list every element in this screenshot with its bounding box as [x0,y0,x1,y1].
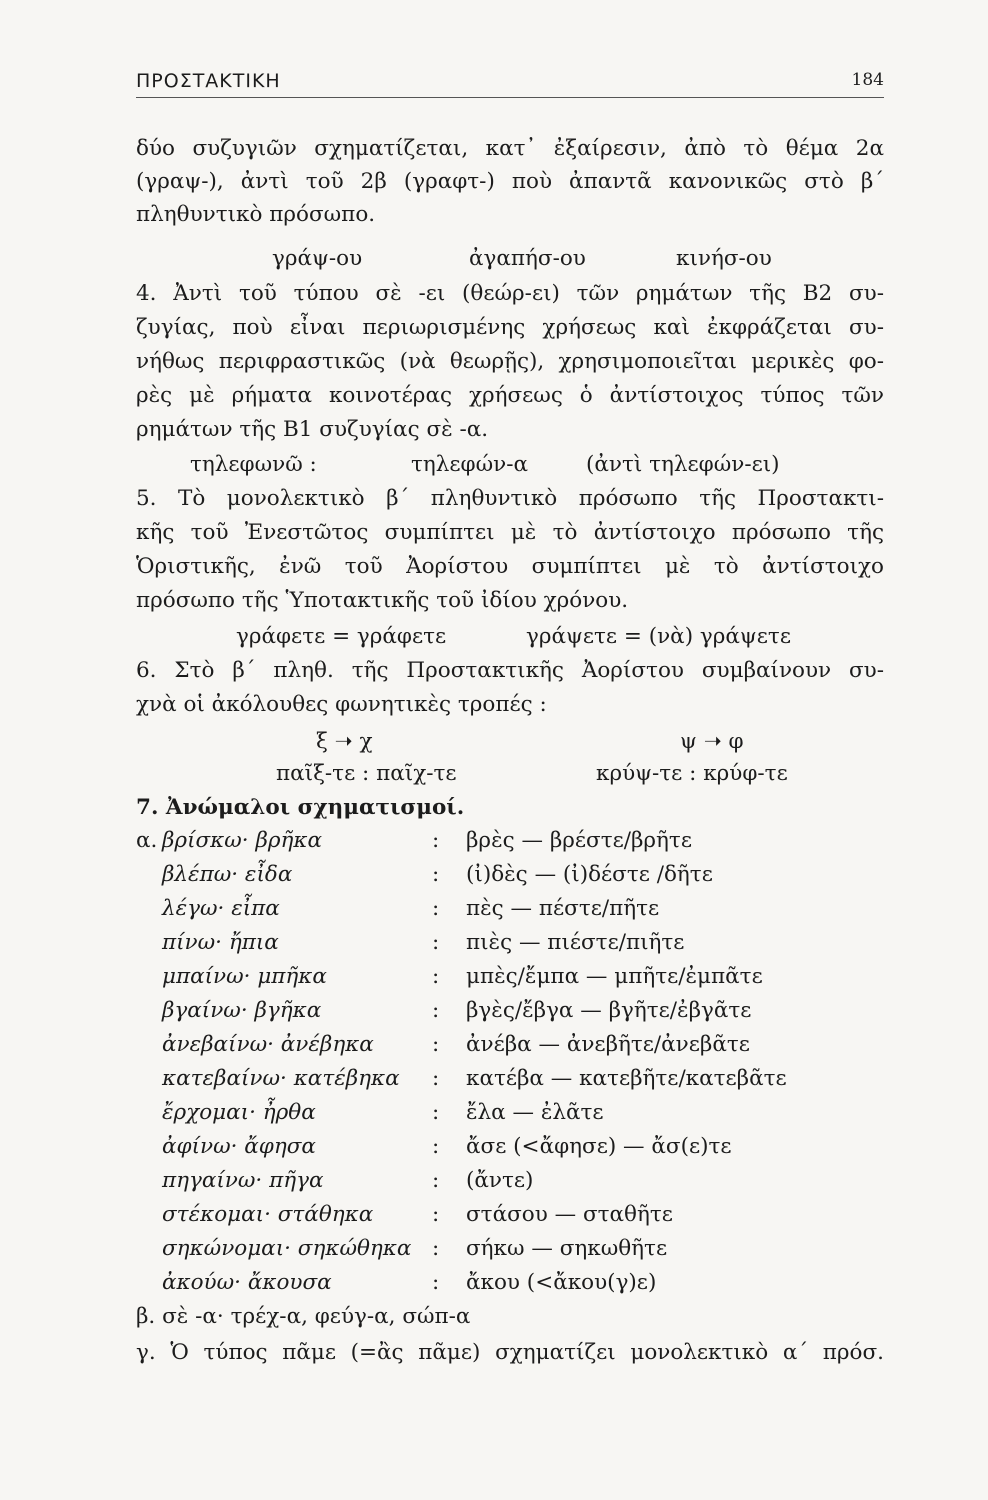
imperative-forms: μπὲς/ἔμπα — μπῆτε/ἐμπᾶτε [466,964,763,989]
colon-separator: : [432,896,440,921]
table-row [136,1098,884,1128]
paragraph-line: χνὰ οἱ ἀκόλουθες φωνητικὲς τροπές : [136,692,547,717]
paragraph-line: πρόσωπο τῆς Ὑποτακτικῆς τοῦ ἰδίου χρόνου. [136,588,629,613]
paragraph-line: ζυγίας, ποὺ εἶναι περιωρισμένης χρήσεως καὶ ἐκφράζεται συ- [136,315,884,340]
example-row [136,622,884,652]
colon-separator: : [432,828,440,853]
paragraph-line: β. σὲ -α· τρέχ-α, φεύγ-α, σώπ-α [136,1304,471,1329]
imperative-forms: βρὲς — βρέστε/βρῆτε [466,828,692,853]
imperative-forms: (ἄντε) [466,1168,534,1193]
section-heading: 7. Ἀνώμαλοι σχηματισμοί. [136,795,465,820]
sound-change-examples [136,759,884,789]
example-form: κρύψ-τε : κρύφ-τε [596,761,788,786]
table-row [136,1268,884,1298]
imperative-forms: (ἰ)δὲς — (ἰ)δέστε /δῆτε [466,862,713,887]
paragraph-line: 4. Ἀντὶ τοῦ τύπου σὲ -ει (θεώρ-ει) τῶν ρημάτων τῆς Β2 συ- [136,281,884,306]
table-row [136,860,884,890]
verb-forms: στέκομαι· στάθηκα [162,1202,374,1227]
verb-forms: ἔρχομαι· ἦρθα [162,1100,316,1125]
table-row [136,1064,884,1094]
table-row [136,996,884,1026]
colon-separator: : [432,1100,440,1125]
table-row [136,1132,884,1162]
verb-forms: μπαίνω· μπῆκα [162,964,327,989]
example-row [136,244,884,274]
example-form: ἀγαπήσ-ου [469,246,586,271]
colon-separator: : [432,862,440,887]
paragraph-line: νήθως περιφραστικῶς (νὰ θεωρῇς), χρησιμοποιεῖται μερικὲς φο- [136,349,884,374]
verb-forms: ἀκούω· ἄκουσα [162,1270,332,1295]
paragraph-line: πληθυντικὸ πρόσωπο. [136,202,376,227]
colon-separator: : [432,1168,440,1193]
sound-change: ψ ➝ φ [680,729,744,754]
example-form: (ἀντὶ τηλεφών-ει) [586,452,780,477]
imperative-forms: ἄκου (<ἄκου(γ)ε) [466,1270,657,1295]
paragraph-line: ρημάτων τῆς Β1 συζυγίας σὲ -α. [136,417,489,442]
colon-separator: : [432,1032,440,1057]
verb-forms: πηγαίνω· πῆγα [162,1168,324,1193]
paragraph-line: ρὲς μὲ ρήματα κοινοτέρας χρήσεως ὁ ἀντίστοιχος τύπος τῶν [136,383,884,408]
paragraph-line: γ. Ὁ τύπος πᾶμε (=ἂς πᾶμε) σχηματίζει μονολεκτικὸ α΄ πρόσ. [136,1340,884,1365]
table-row [136,962,884,992]
table-row [136,826,884,856]
verb-forms: λέγω· εἶπα [162,896,280,921]
sound-change: ξ ➝ χ [316,729,373,754]
colon-separator: : [432,1202,440,1227]
verb-forms: βγαίνω· βγῆκα [162,998,322,1023]
imperative-forms: στάσου — σταθῆτε [466,1202,673,1227]
verb-forms: βρίσκω· βρῆκα [162,828,323,853]
paragraph-line: 6. Στὸ β΄ πληθ. τῆς Προστακτικῆς Ἀορίστου συμβαίνουν συ- [136,658,884,683]
verb-forms: κατεβαίνω· κατέβηκα [162,1066,400,1091]
verb-forms: ἀφίνω· ἄφησα [162,1134,316,1159]
imperative-forms: κατέβα — κατεβῆτε/κατεβᾶτε [466,1066,787,1091]
imperative-forms: πιὲς — πιέστε/πιῆτε [466,930,685,955]
colon-separator: : [432,930,440,955]
example-form: γράψ-ου [272,246,363,271]
page-number: 184 [851,70,884,90]
imperative-forms: πὲς — πέστε/πῆτε [466,896,660,921]
paragraph-line: (γραψ-), ἀντὶ τοῦ 2β (γραφτ-) ποὺ ἀπαντᾶ κανονικῶς στὸ β΄ [136,169,884,194]
verb-forms: βλέπω· εἶδα [162,862,293,887]
table-row [136,928,884,958]
example-form: τηλεφών-α [411,452,528,477]
table-row [136,1234,884,1264]
example-form: τηλεφωνῶ : [190,452,317,477]
paragraph-line: κῆς τοῦ Ἐνεστῶτος συμπίπτει μὲ τὸ ἀντίστοιχο πρόσωπο τῆς [136,520,884,545]
sound-change-row [136,727,884,757]
example-form: γράψετε = (νὰ) γράψετε [526,624,791,649]
colon-separator: : [432,964,440,989]
table-row [136,1030,884,1060]
example-form: γράφετε = γράφετε [236,624,447,649]
paragraph-line: 5. Τὸ μονολεκτικὸ β΄ πληθυντικὸ πρόσωπο τῆς Προστακτι- [136,486,884,511]
table-row [136,1200,884,1230]
example-form: παῖξ-τε : παῖχ-τε [276,761,457,786]
paragraph-line: Ὁριστικῆς, ἐνῶ τοῦ Ἀορίστου συμπίπτει μὲ τὸ ἀντίστοιχο [136,554,884,579]
imperative-forms: ἀνέβα — ἀνεβῆτε/ἀνεβᾶτε [466,1032,750,1057]
colon-separator: : [432,1236,440,1261]
verb-forms: πίνω· ἤπια [162,930,279,955]
colon-separator: : [432,1134,440,1159]
row-label: α. [136,828,158,853]
verb-forms: σηκώνομαι· σηκώθηκα [162,1236,412,1261]
colon-separator: : [432,998,440,1023]
colon-separator: : [432,1270,440,1295]
imperative-forms: ἔλα — ἐλᾶτε [466,1100,604,1125]
imperative-forms: ἄσε (<ἄφησε) — ἄσ(ε)τε [466,1134,732,1159]
header-rule [136,97,884,98]
table-row [136,894,884,924]
example-row [136,450,884,480]
example-form: κινήσ-ου [676,246,772,271]
page-header [136,66,884,98]
paragraph-line: δύο συζυγιῶν σχηματίζεται, κατ᾽ ἐξαίρεσιν, ἀπὸ τὸ θέμα 2α [136,136,884,161]
imperative-forms: βγὲς/ἔβγα — βγῆτε/ἐβγᾶτε [466,998,752,1023]
imperative-forms: σήκω — σηκωθῆτε [466,1236,668,1261]
running-title: ΠΡΟΣΤΑΚΤΙΚΗ [136,70,281,92]
colon-separator: : [432,1066,440,1091]
verb-forms: ἀνεβαίνω· ἀνέβηκα [162,1032,374,1057]
table-row [136,1166,884,1196]
